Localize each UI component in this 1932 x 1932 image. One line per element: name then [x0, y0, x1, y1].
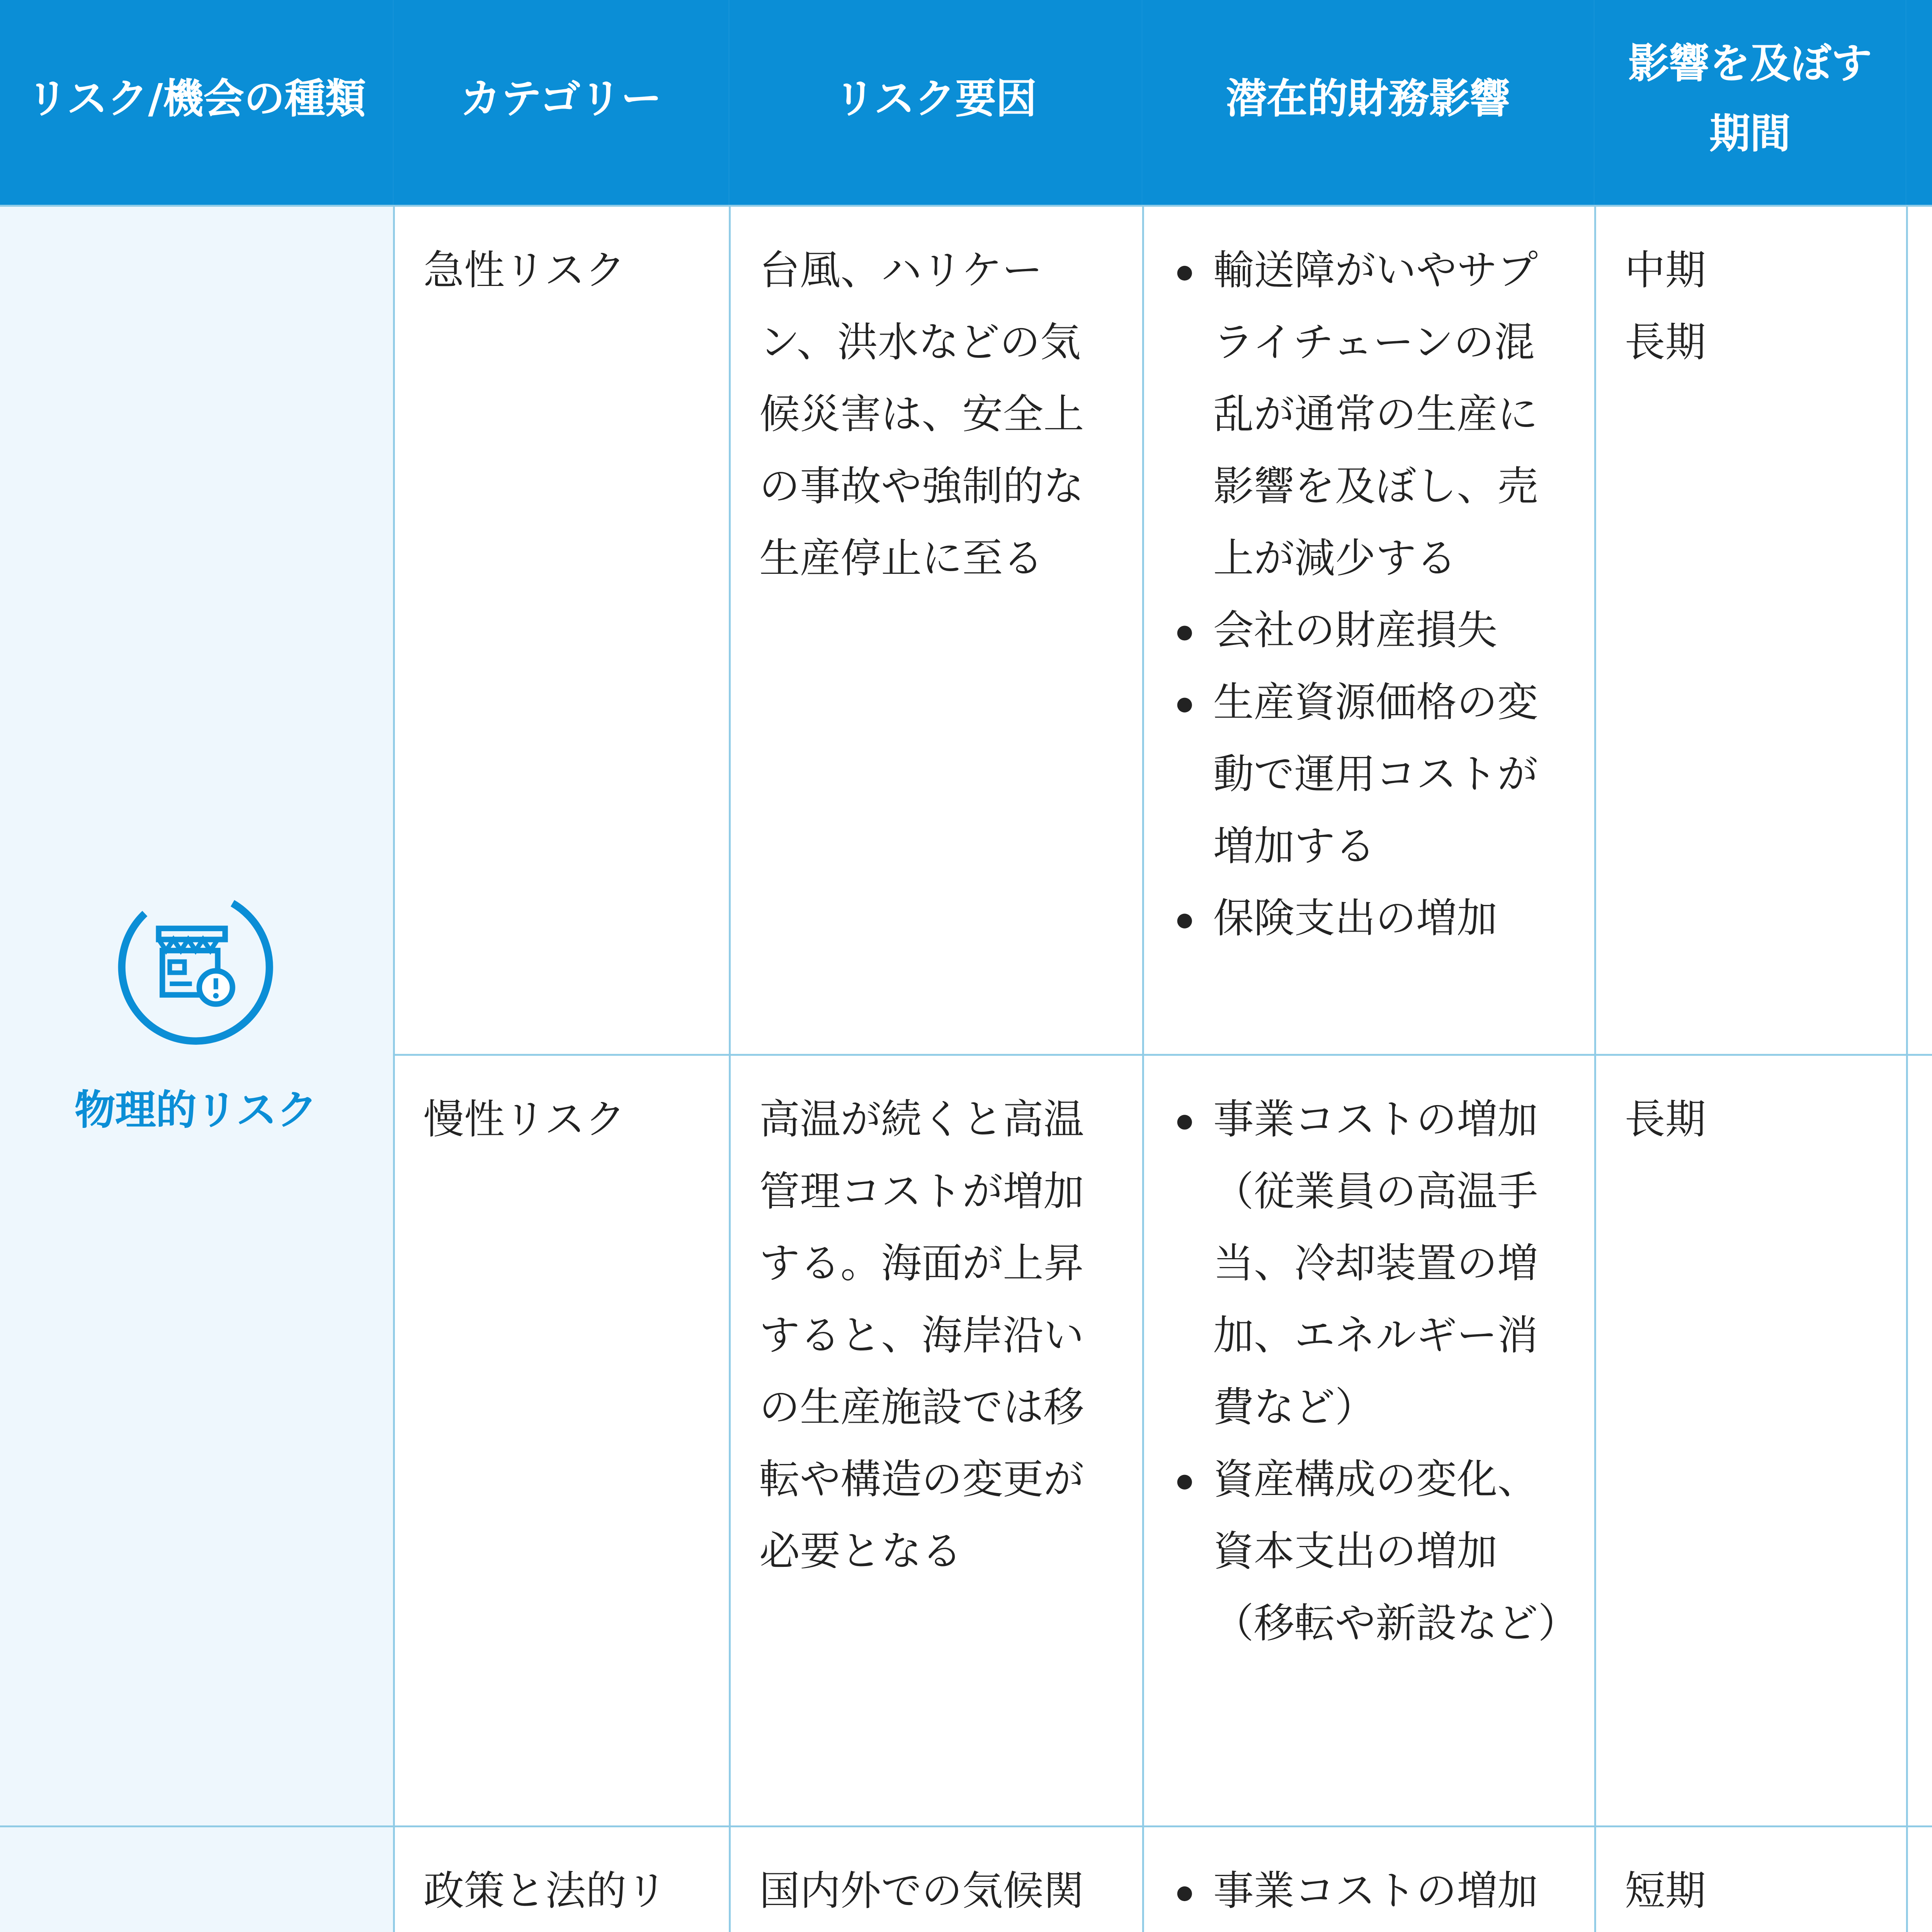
impact-list: [1173, 1856, 1564, 1932]
factor-cell: 国内外での気候関: [729, 1825, 1142, 1932]
impact-cell: [1142, 205, 1594, 1054]
type-cell-transition: [0, 1825, 393, 1932]
header-category: カテゴリー: [393, 0, 729, 205]
period-cell: [1594, 1825, 1906, 1932]
impact-item: 生産資源価格の変動で運用コストが増加する: [1173, 667, 1564, 883]
impact-list: [1173, 1084, 1579, 1660]
value-chain-cell: [1906, 1825, 1932, 1932]
factory-warning-icon: [113, 883, 279, 1049]
factor-cell: 高温が続くと高温管理コストが増加する。海面が上昇すると、海岸沿いの生産施設では移転や構造の変更が必要となる: [729, 1054, 1142, 1826]
impact-item: 保険支出の増加: [1173, 883, 1564, 955]
header-type: リスク/機会の種類: [0, 0, 393, 205]
period-cell: [1594, 1054, 1906, 1826]
header-factor: リスク要因: [729, 0, 1142, 205]
period-value: 長期: [1624, 320, 1706, 367]
period-value: 中期: [1624, 248, 1706, 294]
header-value-chain: [1906, 0, 1932, 205]
table-row: [0, 205, 1932, 1054]
type-label-physical: 物理的リスク: [75, 1088, 318, 1134]
category-cell: 慢性リスク: [393, 1054, 729, 1826]
category-cell: 政策と法的リ: [393, 1825, 729, 1932]
factor-cell: 台風、ハリケーン、洪水などの気候災害は、安全上の事故や強制的な生産停止に至る: [729, 205, 1142, 1054]
table-row: [0, 1825, 1932, 1932]
header-impact: 潜在的財務影響: [1142, 0, 1594, 205]
period-value: 長期: [1624, 1097, 1706, 1144]
period-value: 短期: [1624, 1869, 1706, 1915]
impact-item: 輸送障がいやサプライチェーンの混乱が通常の生産に影響を及ぼし、売上が減少する: [1173, 235, 1564, 595]
impact-item: 事業コストの増加: [1173, 1856, 1564, 1932]
value-chain-cell: [1906, 1054, 1932, 1826]
impact-item: 資産構成の変化、資本支出の増加（移転や新設など）: [1173, 1444, 1564, 1660]
value-chain-cell: [1906, 205, 1932, 1054]
impact-item: 会社の財産損失: [1173, 595, 1564, 667]
impact-cell: [1142, 1054, 1594, 1826]
period-cell: [1594, 205, 1906, 1054]
table-header-row: [0, 0, 1932, 205]
impact-list: [1173, 235, 1564, 955]
category-cell: 急性リスク: [393, 205, 729, 1054]
type-cell-physical: [0, 205, 393, 1825]
header-period: 影響を及ぼす期間: [1594, 0, 1906, 205]
impact-cell: [1142, 1825, 1594, 1932]
impact-item: 事業コストの増加（従業員の高温手当、冷却装置の増加、エネルギー消費など）: [1173, 1084, 1564, 1444]
